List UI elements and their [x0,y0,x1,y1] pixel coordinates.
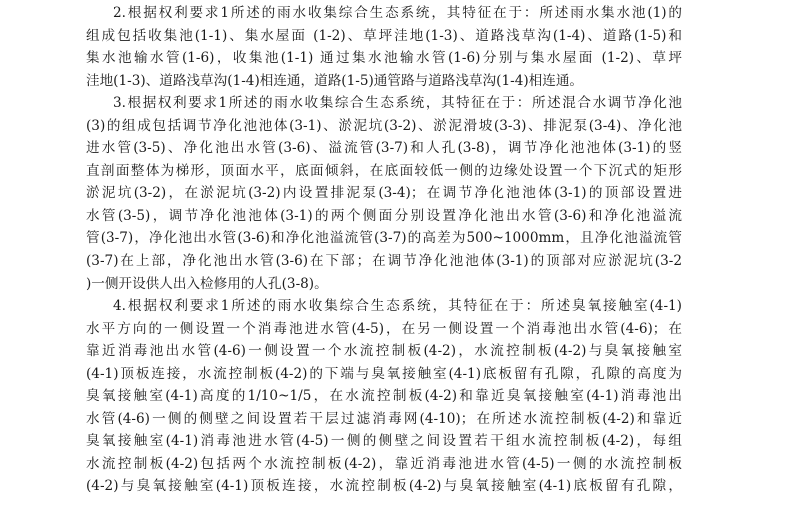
text-line: 直剖面整体为梯形，顶面水平，底面倾斜，在底面较低一侧的边缘处设置一个下沉式的矩形 [86,162,682,179]
text-line: 淤泥坑(3-2)，在淤泥坑(3-2)内设置排泥泵(3-4)；在调节净化池池体(3-1)的顶部设置进 [86,185,682,202]
text-line: 组成包括收集池(1-1)、集水屋面 (1-2)、草坪洼地(1-3)、道路浅草沟(1-4)、道路(1-5)和 [86,27,682,44]
text-line: 臭氧接触室(4-1)高度的1/10~1/5，在水流控制板(4-2)和靠近臭氧接触室(4-1)消毒池出 [86,388,682,405]
text-line: 水管(3-5)，调节净化池池体(3-1)的两个侧面分别设置净化池出水管(3-6)和净化池溢流 [86,207,682,224]
text-line: 2.根据权利要求1所述的雨水收集综合生态系统，其特征在于：所述雨水集水池(1)的 [113,5,682,21]
text-line: 水管(4-6)一侧的侧壁之间设置若干层过滤消毒网(4-10)；在所述水流控制板(4-2)和靠近 [86,410,682,427]
text-line: 洼地(1-3)、道路浅草沟(1-4)相连通，道路(1-5)通管路与道路浅草沟(1-4)相连通。 [86,72,584,89]
text-line: (4-1)顶板连接，水流控制板(4-2)的下端与臭氧接触室(4-1)底板留有孔隙，孔隙的高度为 [86,365,682,382]
claim-4-paragraph [86,295,682,498]
claims-text-page [86,2,682,498]
text-line: 水平方向的一侧设置一个消毒池进水管(4-5)，在另一侧设置一个消毒池出水管(4-6)；在 [86,320,682,337]
text-line: 臭氧接触室(4-1)消毒池进水管(4-5)一侧的侧壁之间设置若干组水流控制板(4-2)，每组 [86,433,682,450]
text-line: 进水管(3-5)、净化池出水管(3-6)、溢流管(3-7)和人孔(3-8)，调节净化池池体(3-1)的竖 [86,140,682,157]
text-line: 靠近消毒池出水管(4-6)一侧设置一个水流控制板(4-2)，水流控制板(4-2)与臭氧接触室 [86,343,682,360]
claim-3-paragraph [86,92,682,295]
text-line: 4.根据权利要求1所述的雨水收集综合生态系统，其特征在于：所述臭氧接触室(4-1) [113,298,682,315]
claim-2-paragraph [86,2,682,92]
text-line: 3.根据权利要求1所述的雨水收集综合生态系统，其特征在于：所述混合水调节净化池 [113,95,682,112]
text-line: 管(3-7)，净化池出水管(3-6)和净化池溢流管(3-7)的高差为500~1000mm，且净化池溢流管 [86,230,682,247]
text-line: (3)的组成包括调节净化池池体(3-1)、淤泥坑(3-2)、淤泥滑坡(3-3)、排泥泵(3-4)、净化池 [86,117,682,134]
text-line: (4-2)与臭氧接触室(4-1)顶板连接，水流控制板(4-2)与臭氧接触室(4-1)底板留有孔隙， [86,478,682,495]
text-line: (3-7)在上部，净化池出水管(3-6)在下部；在调节净化池池体(3-1)的顶部对应淤泥坑(3-2 [86,253,682,270]
text-line: 集水池输水管(1-6)，收集池(1-1) 通过集水池输水管(1-6)分别与集水屋面 (1-2)、草坪 [86,50,682,67]
text-line: )一侧开设供人出入检修用的人孔(3-8)。 [86,275,328,292]
text-line: 水流控制板(4-2)包括两个水流控制板(4-2)，靠近消毒池进水管(4-5)一侧的水流控制板 [86,455,682,472]
